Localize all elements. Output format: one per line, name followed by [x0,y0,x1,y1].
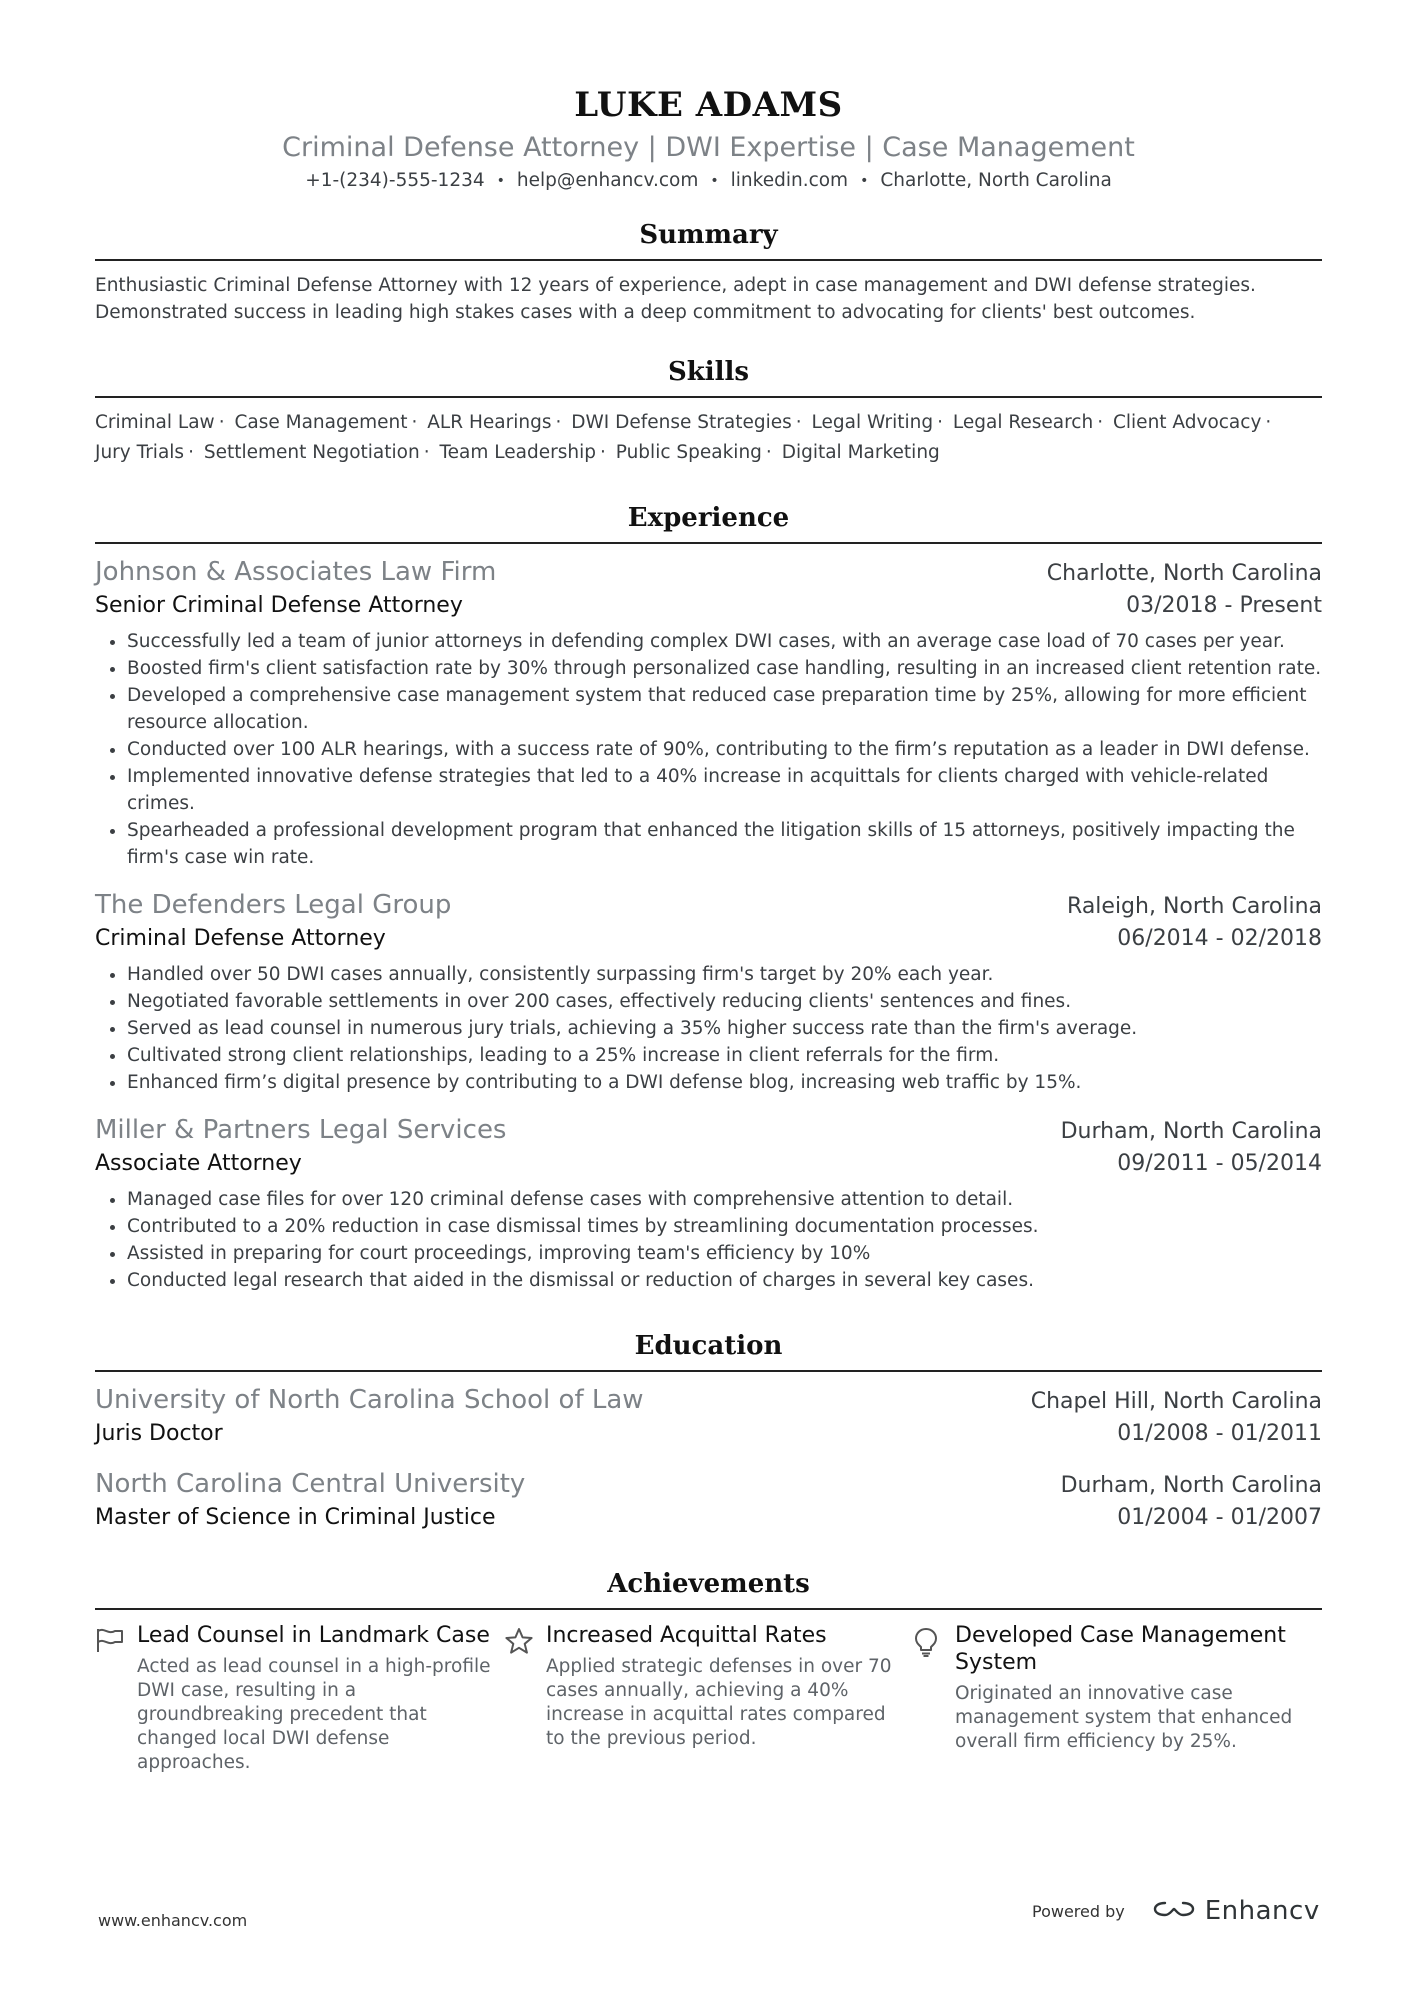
bullet-item: • Successfully led a team of junior attorneys in defending complex DWI cases, with an average case load of 70 cases per year. [127,628,1322,655]
enhancv-logo-icon [1151,1897,1197,1925]
skill-item: Settlement Negotiation [203,442,420,463]
skills-list: Criminal Law · Case Management · ALR Hearings · DWI Defense Strategies · Legal Writing · Legal Research · Client Advocacy · Jury Trials · Settlement Negotiation · Team Leadership · Public Speaking · Digital Marketing [95,412,1272,463]
bullet-separator: • [496,173,505,189]
section-title-experience: Experience [627,503,790,533]
bullet-item: • Assisted in preparing for court proceedings, improving team's efficiency by 10% [127,1240,1322,1267]
experience-entry [95,554,1322,871]
contact-line [95,167,1322,195]
skill-item: Public Speaking [615,442,762,463]
candidate-name: LUKE ADAMS [574,85,843,125]
achievement-item [504,1622,913,1775]
section-divider [95,259,1322,261]
skill-item: Legal Research [952,412,1094,433]
bullet-item: • Managed case files for over 120 criminal defense cases with comprehensive attention to detail. [127,1186,1322,1213]
degree: Juris Doctor [95,1421,223,1446]
job-bullets [95,961,1322,1096]
achievement-item [913,1622,1322,1775]
candidate-headline: Criminal Defense Attorney | DWI Expertise | Case Management [282,132,1135,163]
skills-section [95,354,1322,468]
skill-item: Team Leadership [439,442,596,463]
company-name: Miller & Partners Legal Services [95,1115,507,1145]
flag-icon [95,1622,137,1775]
company-name: The Defenders Legal Group [95,890,452,920]
footer-branding [1032,1896,1320,1926]
achievement-description: Applied strategic defenses in over 70 cases annually, achieving a 40% increase in acquittal rates compared to the previous period. [546,1656,892,1749]
brand-name: Enhancv [1204,1896,1320,1926]
skill-item: ALR Hearings [427,412,552,433]
achievement-description: Originated an innovative case management system that enhanced overall firm efficiency by 25%. [955,1683,1293,1752]
job-dates: 09/2011 - 05/2014 [1117,1151,1322,1176]
email-address[interactable]: help@enhancv.com [516,170,699,191]
skill-item: DWI Defense Strategies [571,412,792,433]
achievements-section [95,1566,1322,1775]
job-dates: 06/2014 - 02/2018 [1117,926,1322,951]
bullet-item: • Cultivated strong client relationships, leading to a 25% increase in client referrals for the firm. [127,1042,1322,1069]
job-title: Senior Criminal Defense Attorney [95,593,463,618]
job-title: Associate Attorney [95,1151,302,1176]
bullet-item: • Negotiated favorable settlements in over 200 cases, effectively reducing clients' sentences and fines. [127,988,1322,1015]
skill-item: Criminal Law [95,412,215,433]
bullet-item: • Handled over 50 DWI cases annually, consistently surpassing firm's target by 20% each year. [127,961,1322,988]
school-location: Durham, North Carolina [1060,1473,1322,1498]
bullet-item: • Implemented innovative defense strategies that led to a 40% increase in acquittals for clients charged with vehicle-related crimes. [127,763,1322,817]
job-location: Durham, North Carolina [1060,1119,1322,1144]
job-bullets [95,1186,1322,1294]
section-divider [95,396,1322,398]
job-dates: 03/2018 - Present [1126,593,1322,618]
job-location: Raleigh, North Carolina [1067,894,1322,919]
skill-item: Case Management [234,412,408,433]
skill-item: Legal Writing [811,412,934,433]
school-name: North Carolina Central University [95,1469,526,1499]
summary-text: Enthusiastic Criminal Defense Attorney with 12 years of experience, adept in case management and DWI defense strategies. Demonstrated success in leading high stakes cases with a deep commitment to advocating for clients' best outcomes. [95,275,1256,323]
skill-item: Client Advocacy [1112,412,1262,433]
achievement-item [95,1622,504,1775]
bullet-separator: • [710,173,719,189]
bullet-item: • Conducted over 100 ALR hearings, with a success rate of 90%, contributing to the firm’s reputation as a leader in DWI defense. [127,736,1322,763]
achievement-title: Increased Acquittal Rates [546,1623,827,1648]
section-title-education: Education [634,1331,783,1361]
bullet-item: • Contributed to a 20% reduction in case dismissal times by streamlining documentation processes. [127,1213,1322,1240]
star-icon [504,1622,546,1775]
experience-entry [95,1112,1322,1294]
education-entry [95,1466,1322,1534]
bullet-item: • Enhanced firm’s digital presence by contributing to a DWI defense blog, increasing web traffic by 15%. [127,1069,1322,1096]
education-dates: 01/2004 - 01/2007 [1117,1505,1322,1530]
section-divider [95,1608,1322,1610]
section-divider [95,1370,1322,1372]
company-name: Johnson & Associates Law Firm [95,557,497,587]
education-entry [95,1382,1322,1450]
footer-website[interactable]: www.enhancv.com [98,1911,248,1930]
section-title-achievements: Achievements [607,1569,810,1599]
school-location: Chapel Hill, North Carolina [1030,1389,1322,1414]
job-location: Charlotte, North Carolina [1046,561,1322,586]
phone-number: +1-(234)-555-1234 [305,170,485,191]
achievement-title: Lead Counsel in Landmark Case [137,1623,490,1648]
school-name: University of North Carolina School of Law [95,1385,644,1415]
resume-content [95,82,1322,1775]
achievement-description: Acted as lead counsel in a high-profile DWI case, resulting in a groundbreaking precedent that changed local DWI defense approaches. [137,1656,491,1773]
bullet-item: • Boosted firm's client satisfaction rate by 30% through personalized case handling, resulting in an increased client retention rate. [127,655,1322,682]
bullet-item: • Conducted legal research that aided in the dismissal or reduction of charges in several key cases. [127,1267,1322,1294]
lightbulb-icon [913,1622,955,1775]
powered-by-label: Powered by [1032,1901,1125,1921]
bullet-item: • Spearheaded a professional development program that enhanced the litigation skills of 15 attorneys, positively impacting the firm's case win rate. [127,817,1322,871]
job-bullets [95,628,1322,871]
candidate-location: Charlotte, North Carolina [880,170,1112,191]
job-title: Criminal Defense Attorney [95,926,386,951]
section-divider [95,542,1322,544]
section-title-skills: Skills [667,357,750,387]
education-section [95,1328,1322,1534]
degree: Master of Science in Criminal Justice [95,1505,496,1530]
bullet-separator: • [860,173,869,189]
achievements-grid [95,1622,1322,1775]
bullet-item: • Served as lead counsel in numerous jury trials, achieving a 35% higher success rate than the firm's average. [127,1015,1322,1042]
skill-item: Digital Marketing [781,442,940,463]
achievement-title: Developed Case Management System [955,1623,1286,1675]
profile-link[interactable]: linkedin.com [730,170,849,191]
experience-section [95,500,1322,1294]
bullet-item: • Developed a comprehensive case management system that reduced case preparation time by 25%, allowing for more efficient resource allocation. [127,682,1322,736]
section-title-summary: Summary [639,220,778,250]
experience-entry [95,887,1322,1096]
skill-item: Jury Trials [95,442,185,463]
education-dates: 01/2008 - 01/2011 [1117,1421,1322,1446]
summary-section [95,217,1322,326]
